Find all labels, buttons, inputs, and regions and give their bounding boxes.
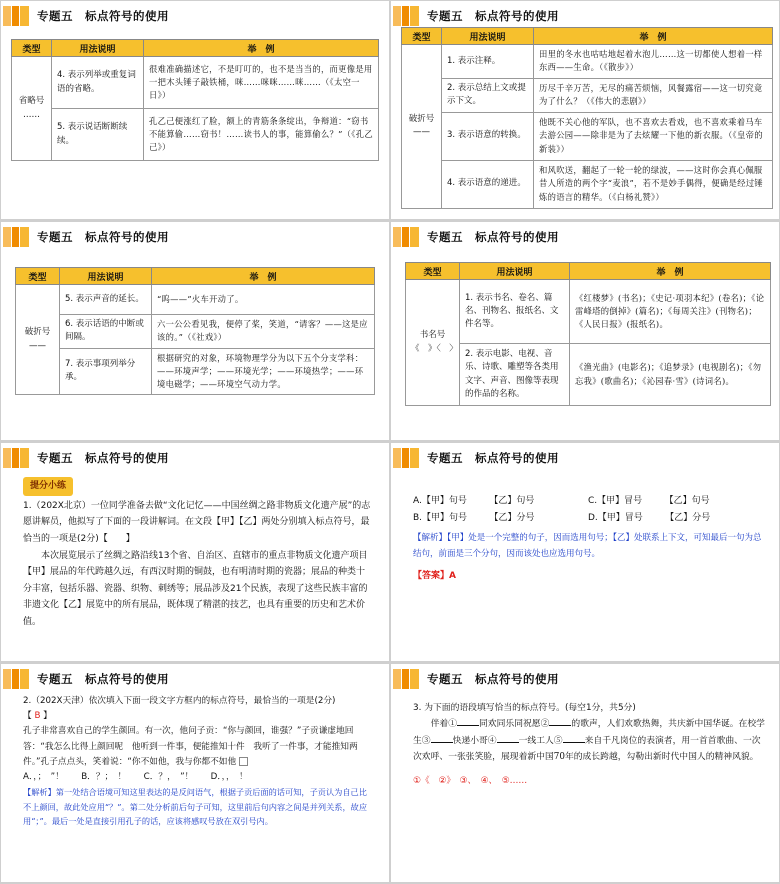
example-cell: 田里的冬水也咕咕地起着水泡儿……这一切都使人想着一样东西——生命。（《散步》） (534, 45, 773, 79)
example-cell: 《渔光曲》(电影名)；《追梦录》(电视剧名)；《勿忘我》(歌曲名)；《沁园春·雪》(诗词名)。 (570, 344, 771, 406)
question-3 (413, 700, 765, 789)
usage-cell: 5. 表示声音的延长。 (60, 285, 152, 315)
header-decoration-icon (3, 669, 29, 689)
example-cell: 很难准确描述它，不是叮叮的，也不是当当的，而更像是用一把木头锤子敲铁桶，咪……咪咪……咪……（《太空一日》） (144, 57, 379, 109)
usage-cell: 5. 表示说话断断续续。 (52, 109, 144, 161)
option-b: B.【甲】句号 【乙】分号 (413, 512, 535, 523)
header-decoration-icon (393, 227, 419, 247)
answer-label: 【答案】 (413, 571, 450, 581)
question-2-stem: 2.（202X天津）依次填入下面一段文字方框内的标点符号，最恰当的一项是(2分) (23, 696, 336, 706)
slide-dash-5-7 (1, 222, 389, 440)
slide-practice-q2 (1, 664, 389, 882)
blank-1[interactable] (457, 717, 479, 726)
example-cell: 历尽千辛万苦，无尽的痛苦烦恼，风餐露宿——这一切究竟为了什么？（《伟大的悲剧》） (534, 78, 773, 112)
blank-5[interactable] (563, 734, 585, 743)
col-example: 举 例 (570, 263, 771, 280)
practice-badge: 提分小练 (23, 477, 73, 496)
punctuation-table (405, 262, 771, 406)
type-cell: 书名号 《 》〈 〉 (406, 280, 460, 406)
usage-cell: 1. 表示注释。 (442, 45, 534, 79)
example-cell: 六一公公看见我，便停了桨，笑道，“请客？——这是应该的。”（《社戏》） (152, 315, 375, 349)
slide-header (391, 226, 779, 248)
header-decoration-icon (393, 6, 419, 26)
slide-title: 专题五 标点符号的使用 (427, 451, 559, 465)
q3-answers: ①《 ②》 ③、 ④、 ⑤…… (413, 776, 528, 787)
slide-title: 专题五 标点符号的使用 (37, 451, 169, 465)
blank-2[interactable] (549, 717, 571, 726)
punctuation-table (15, 267, 375, 395)
option-c: C.【甲】冒号 【乙】句号 (588, 496, 710, 506)
type-cell: 破折号 —— (402, 45, 442, 209)
question-2-passage: 孔子非常喜欢自己的学生颜回。有一次，他问子贡：“你与颜回，谁强？”子贡谦虚地回答：“我怎么比得上颜回呢 他听到一件事，便能推知十件 我听了一件事，才能推知两件。”孔子点点头，笑着说：“你不如他，我与你都不如他 (23, 726, 358, 767)
question-2-options: A．，； ”！ B．？； ！ C．？， ”！ D．，， ！ (23, 772, 248, 783)
question-1 (23, 477, 373, 631)
slide-dash-1-4 (391, 1, 779, 219)
col-type: 类型 (406, 263, 460, 280)
question-1-stem: 1.（202X北京）一位同学准备去做“文化记忆——中国丝绸之路非物质文化遗产展”的志愿讲解员，他拟写了下面的一段讲解词。在文段【甲】【乙】两处分别填入标点符号，最恰当的一项是(2分)【 】 (23, 500, 371, 544)
slide-practice-q3 (391, 664, 779, 882)
blank-3[interactable] (431, 734, 453, 743)
slide-title-marks (391, 222, 779, 440)
slide-title: 专题五 标点符号的使用 (37, 9, 169, 23)
slide-header (1, 226, 389, 248)
slide-header (391, 668, 779, 690)
slide-header (391, 447, 779, 469)
usage-cell: 3. 表示语意的转换。 (442, 112, 534, 160)
col-usage: 用法说明 (460, 263, 570, 280)
col-type: 类型 (16, 268, 60, 285)
col-usage: 用法说明 (52, 40, 144, 57)
slide-header (1, 668, 389, 690)
slide-practice-q1 (1, 443, 389, 661)
q2-analysis: 【解析】第一处结合语境可知这里表达的是反问语气，根据子贡后面的话可知，子贡认为自己比不上颜回，故此处应用“？”。第二处分析前后句子可知，这里前后句内容之间是并列关系，故应用“；”。最后一处是直接引用孔子的话，应该将感叹号放在双引号内。 (23, 787, 368, 826)
slide-title: 专题五 标点符号的使用 (427, 672, 559, 686)
answer-box[interactable] (239, 757, 248, 766)
example-cell: “呜——”火车开动了。 (152, 285, 375, 315)
slide-header (1, 5, 389, 27)
slide-title: 专题五 标点符号的使用 (37, 672, 169, 686)
slide-title: 专题五 标点符号的使用 (427, 230, 559, 244)
q2-answer: B (34, 711, 41, 722)
punctuation-table (11, 39, 379, 161)
slide-q1-answer (391, 443, 779, 661)
q1-analysis: 【解析】【甲】处是一个完整的句子，因而选用句号；【乙】处联系上下文，可知最后一句为总结句，前面是三个分句，因而该处也应选用句号。 (413, 533, 762, 559)
col-type: 类型 (12, 40, 52, 57)
question-2: 2.（202X天津）依次填入下面一段文字方框内的标点符号，最恰当的一项是(2分) 【 B 】 孔子非常喜欢自己的学生颜回。有一次，他问子贡：“你与颜回，谁强？”子贡谦虚地回答：“我怎么比得上颜回呢 他听到一件事，便能推知十件 我听了一件事，才能推知两件。”孔子点点头，笑着说：“你不如他，我与你都不如他 A．，； ”！ B．？； ！ C．？， ”！ D．，， ！ 【解析】第一处结合语境可知这里表达的是反问语气，根据子贡后面的话可知，子贡认为自己比不上颜回，故此处应用“？”。第二处分析前后句子可知，这里前后句内容之间是并列关系，故应用“；”。最后一处是直接引用孔子的话，应该将感叹号放在双引号内。 (23, 694, 375, 828)
type-cell: 省略号 …… (12, 57, 52, 161)
header-decoration-icon (393, 448, 419, 468)
example-cell: 孔乙己便涨红了脸，额上的青筋条条绽出，争辩道：“窃书不能算偷……窃书！……读书人的事，能算偷么？”（《孔乙己》） (144, 109, 379, 161)
col-example: 举 例 (144, 40, 379, 57)
option-d: D.【甲】冒号 【乙】分号 (588, 512, 711, 523)
option-a: A.【甲】句号 【乙】句号 (413, 496, 535, 506)
slide-title: 专题五 标点符号的使用 (427, 9, 559, 23)
usage-cell: 2. 表示电影、电视、音乐、诗歌、雕塑等各类用文字、声音、图像等表现的作品的名称。 (460, 344, 570, 406)
q1-answer (413, 568, 456, 585)
usage-cell: 2. 表示总结上文或提示下文。 (442, 78, 534, 112)
answer-value: A (449, 571, 456, 581)
question-3-passage: 伴着① 同欢同乐同祝愿② 的歌声，人们欢歌热舞，共庆新中国华诞。在校学生③ 快递小哥④ 一线工人⑤ 来自千凡岗位的表演者，用一首首歌曲、一次次欢呼、一张张笑脸，展现着新中国70年的成长跨越，勾勒出新时代中国人的精神风貌。 (413, 719, 765, 762)
col-usage: 用法说明 (442, 28, 534, 45)
col-usage: 用法说明 (60, 268, 152, 285)
blank-4[interactable] (497, 734, 519, 743)
col-example: 举 例 (534, 28, 773, 45)
usage-cell: 4. 表示列举或重复词语的省略。 (52, 57, 144, 109)
type-cell: 破折号 —— (16, 285, 60, 395)
slide-title: 专题五 标点符号的使用 (37, 230, 169, 244)
header-decoration-icon (3, 227, 29, 247)
usage-cell: 7. 表示事项列举分承。 (60, 348, 152, 395)
usage-cell: 1. 表示书名、卷名、篇名、刊物名、报纸名、文件名等。 (460, 280, 570, 344)
punctuation-table (401, 27, 773, 209)
usage-cell: 6. 表示话语的中断或间隔。 (60, 315, 152, 349)
question-1-passage: 本次展览展示了丝绸之路沿线13个省、自治区、直辖市的重点非物质文化遗产项目【甲】展品的年代跨越久远，有西汉时期的铜鼓，也有明清时期的瓷器；展品的种类十分丰富，包括乐器、瓷器、织物、刺绣等；展品涉及21个民族，表现了这些民族丰富的非遗文化【乙】展览中的所有展品，既体现了精湛的技艺，也具有重要的历史和艺术价值。 (23, 550, 368, 628)
question-3-stem: 3. 为下面的语段填写恰当的标点符号。(每空1分，共5分) (413, 703, 636, 713)
col-example: 举 例 (152, 268, 375, 285)
usage-cell: 4. 表示语意的递进。 (442, 160, 534, 208)
header-decoration-icon (3, 6, 29, 26)
example-cell: 《红楼梦》(书名)；《史记·项羽本纪》(卷名)；《论雷峰塔的倒掉》(篇名)；《每周关注》(刊物名)；《人民日报》(报纸名)。 (570, 280, 771, 344)
col-type: 类型 (402, 28, 442, 45)
example-cell: 根据研究的对象，环境物理学分为以下五个分支学科：——环境声学；——环境光学；——环境热学；——环境电磁学；——环境空气动力学。 (152, 348, 375, 395)
example-cell: 他既不关心他的军队，也不喜欢去看戏，也不喜欢乘着马车去游公园——除非是为了去炫耀一下他的新衣服。（《皇帝的新装》） (534, 112, 773, 160)
q1-options (413, 493, 763, 526)
header-decoration-icon (3, 448, 29, 468)
example-cell: 和风吹送，翻起了一轮一轮的绿波，——这时你会真心佩服昔人所造的两个字“麦浪”，若不是妙手偶得，便确是经过锤炼的语言的精华。（《白杨礼赞》） (534, 160, 773, 208)
header-decoration-icon (393, 669, 419, 689)
slide-ellipsis-4-5 (1, 1, 389, 219)
slide-header (1, 447, 389, 469)
slide-header (391, 5, 779, 27)
